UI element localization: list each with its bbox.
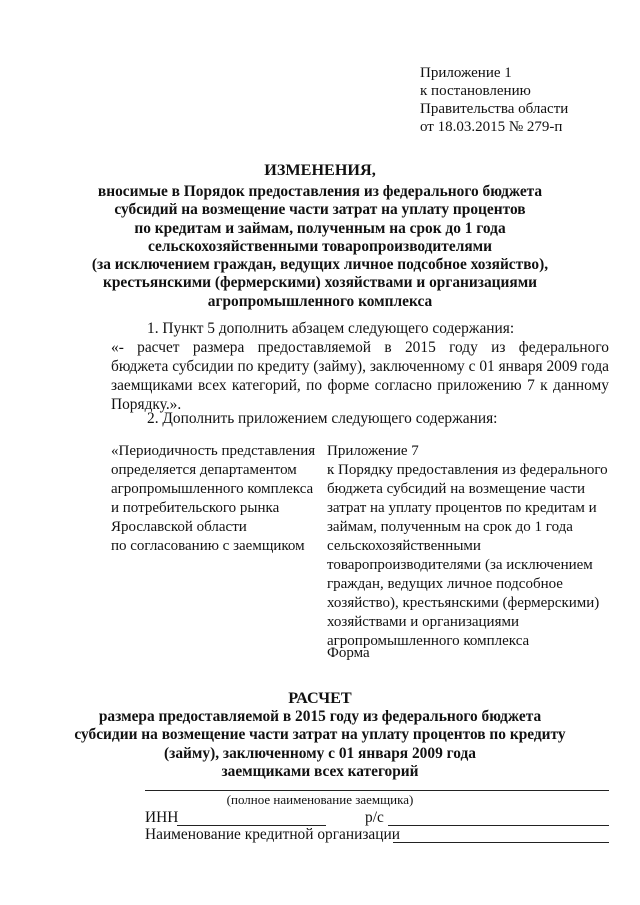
calc-subtitle-line: заемщиками всех категорий — [221, 762, 419, 780]
appendix-line: от 18.03.2015 № 279-п — [420, 119, 563, 135]
quote-line: бюджета субсидии по кредиту (займу), заключенному с 01 января 2009 года — [111, 358, 609, 375]
calc-heading: РАСЧЕТ — [288, 689, 352, 707]
appendix-7-line: сельскохозяйственными — [327, 538, 481, 554]
changes-subtitle-line: крестьянскими (фермерскими) хозяйствами и организациями — [102, 274, 538, 292]
borrower-name-line[interactable] — [145, 790, 609, 791]
periodicity-line: определяется департаментом — [111, 462, 297, 478]
appendix-header — [420, 64, 568, 136]
bank-name-label: Наименование кредитной организации — [145, 826, 400, 843]
calc-subtitle-line: размера предоставляемой в 2015 году из федерального бюджета — [98, 708, 542, 725]
quote-line-last: Порядку.». — [111, 396, 182, 413]
appendix-7-line: хозяйствами и организациями — [327, 614, 520, 630]
appendix-line: к постановлению — [420, 83, 531, 99]
form-label: Форма — [327, 645, 370, 661]
account-label: р/с — [365, 809, 384, 826]
quote-line: заемщиками всех категорий, по форме согласно приложению 7 к данному — [111, 377, 609, 394]
changes-subtitle-line: агропромышленного комплекса — [207, 292, 433, 310]
borrower-caption: (полное наименование заемщика) — [226, 792, 414, 807]
quote-line: «- расчет размера предоставляемой в 2015 году из федерального — [111, 339, 609, 356]
appendix-7-line: Приложение 7 — [327, 443, 419, 459]
periodicity-line: агропромышленного комплекса — [111, 481, 314, 497]
changes-subtitle-line: (за исключением граждан, ведущих личное подсобное хозяйство), — [91, 256, 549, 274]
inn-label: ИНН — [145, 809, 179, 826]
appendix-7-line: бюджета субсидий на возмещение части — [327, 481, 586, 497]
calc-subtitle-line: (займу), заключенному с 01 января 2009 года — [164, 744, 476, 762]
appendix-7-line: граждан, ведущих личное подсобное — [327, 576, 563, 592]
periodicity-line: по согласованию с заемщиком — [111, 538, 305, 554]
bank-name-field-line[interactable] — [393, 842, 609, 843]
changes-heading: ИЗМЕНЕНИЯ, — [264, 161, 376, 179]
appendix-7-line: агропромышленного комплекса — [327, 633, 530, 649]
changes-subtitle-line: по кредитам и займам, полученным на срок до 1 года — [134, 219, 506, 237]
changes-subtitle — [0, 183, 640, 311]
appendix-line: Правительства области — [420, 101, 569, 117]
item-1-text: 1. Пункт 5 дополнить абзацем следующего содержания: — [147, 320, 515, 337]
appendix-7-line: займам, полученным на срок до 1 года — [327, 519, 573, 535]
calc-subtitle — [0, 708, 640, 781]
periodicity-note — [111, 442, 315, 556]
appendix-7-line: хозяйство), крестьянскими (фермерскими) — [327, 595, 600, 611]
appendix-7-block — [327, 442, 608, 651]
changes-subtitle-line: вносимые в Порядок предоставления из федерального бюджета — [97, 183, 543, 200]
periodicity-line: и потребительского рынка — [111, 500, 280, 516]
calc-subtitle-line: субсидии на возмещение части затрат на уплату процентов по кредиту — [74, 726, 566, 744]
changes-subtitle-line: сельскохозяйственными товаропроизводителями — [147, 237, 493, 255]
changes-subtitle-line: субсидий на возмещение части затрат на уплату процентов — [114, 201, 526, 219]
periodicity-line: Ярославской области — [111, 519, 247, 535]
appendix-7-line: затрат на уплату процентов по кредитам и — [327, 500, 597, 516]
account-field-line[interactable] — [388, 825, 609, 826]
appendix-line: Приложение 1 — [420, 65, 512, 81]
appendix-7-line: к Порядку предоставления из федерального — [327, 462, 608, 478]
appendix-7-line: товаропроизводителями (за исключением — [327, 557, 593, 573]
item-2-text: 2. Дополнить приложением следующего содержания: — [147, 410, 498, 427]
periodicity-line: «Периодичность представления — [111, 443, 316, 459]
